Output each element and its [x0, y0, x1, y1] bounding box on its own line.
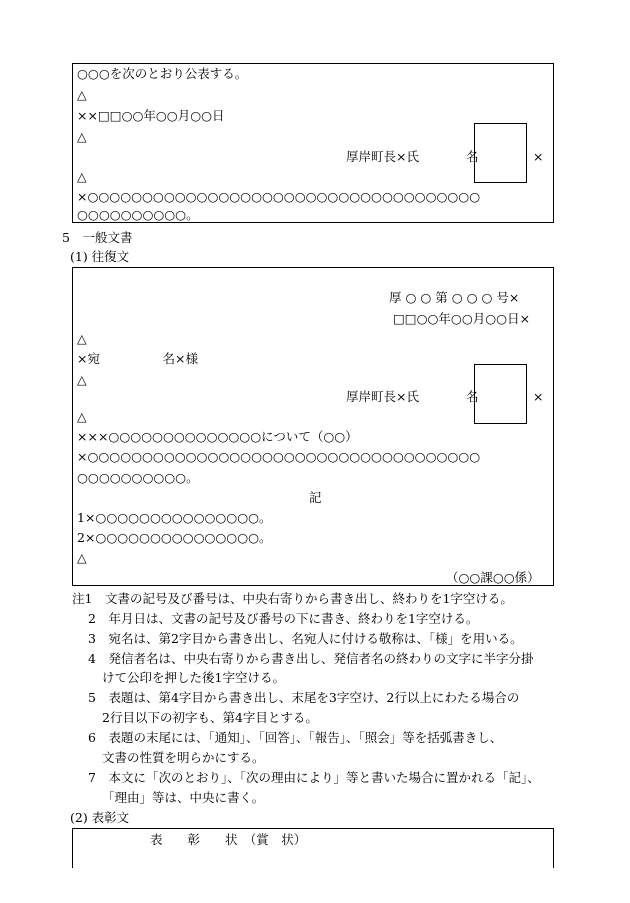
- box2-triangle-2: △: [77, 372, 87, 387]
- box2-body-line-1: ×○○○○○○○○○○○○○○○○○○○○○○○○○○○○○○○○○○○○: [77, 449, 481, 464]
- subsection-2-heading: (2) 表彰文: [70, 810, 130, 825]
- box1-line-2: △: [77, 87, 87, 102]
- box1-body-line-2: ○○○○○○○○○○。: [77, 207, 199, 222]
- ki-heading: 記: [309, 490, 322, 505]
- note-5-cont: 2行目以下の初字も、第4字目とする。: [102, 710, 318, 725]
- note-4-cont: けて公印を押した後1字空ける。: [102, 670, 285, 685]
- note-4: 4 発信者名は、中央右寄りから書き出し、発信者名の終わりの文字に半字分掛: [88, 651, 534, 666]
- commendation-box: [72, 828, 554, 868]
- doc-date: □□○○年○○月○○日×: [393, 311, 531, 326]
- item-1: 1×○○○○○○○○○○○○○○○。: [77, 510, 272, 525]
- box2-body-line-2: ○○○○○○○○○○。: [77, 470, 199, 485]
- doc-number: 厚 ○ ○ 第 ○ ○ ○ 号×: [389, 290, 520, 305]
- box1-seal-frame: [474, 123, 527, 183]
- subsection-1-heading: (1) 往復文: [70, 249, 130, 264]
- box1-sender: 厚岸町長×氏: [346, 149, 419, 164]
- note-6-cont: 文書の性質を明らかにする。: [102, 750, 265, 765]
- commendation-title: 表 彰 状 （賞 状）: [150, 832, 307, 847]
- note-5: 5 表題は、第4字目から書き出し、末尾を3字空け、2行以上にわたる場合の: [88, 690, 520, 705]
- box2-triangle-4: △: [77, 550, 87, 565]
- box1-date-line: ××□□○○年○○月○○日: [77, 108, 225, 123]
- section-5-heading: 5 一般文書: [62, 230, 133, 245]
- box2-seal-frame: [474, 364, 527, 424]
- note-7-cont: 「理由」等は、中央に書く。: [102, 790, 265, 805]
- box2-sender: 厚岸町長×氏: [346, 389, 419, 404]
- addressee: ×宛 名×様: [77, 351, 198, 366]
- note-6: 6 表題の末尾には、「通知」、「回答」、「報告」、「照会」等を括弧書きし、: [88, 730, 503, 745]
- note-3: 3 宛名は、第2字目から書き出し、名宛人に付ける敬称は、「様」を用いる。: [88, 631, 523, 646]
- note-7: 7 本文に「次のとおり」、「次の理由により」等と書いた場合に置かれる「記」、: [88, 770, 540, 785]
- box1-line-1: ○○○を次のとおり公表する。: [77, 66, 248, 81]
- box1-body-line-1: ×○○○○○○○○○○○○○○○○○○○○○○○○○○○○○○○○○○○○: [77, 189, 481, 204]
- subject-line: ×××○○○○○○○○○○○○○○について（○○）: [77, 429, 358, 444]
- item-2: 2×○○○○○○○○○○○○○○○。: [77, 530, 272, 545]
- box2-triangle-3: △: [77, 409, 87, 424]
- note-1: 注1 文書の記号及び番号は、中央右寄りから書き出し、終わりを1字空ける。: [72, 591, 513, 606]
- box2-end-char: ×: [533, 389, 544, 404]
- note-2: 2 年月日は、文書の記号及び番号の下に書き、終わりを1字空ける。: [88, 611, 479, 626]
- section-tag: （○○課○○係）: [446, 570, 540, 585]
- box1-line-4: △: [77, 129, 87, 144]
- box1-name-char: 名: [466, 149, 479, 164]
- box1-line-5: △: [77, 169, 87, 184]
- box1-end-char: ×: [533, 149, 544, 164]
- box2-name-char: 名: [466, 389, 479, 404]
- box2-triangle-1: △: [77, 331, 87, 346]
